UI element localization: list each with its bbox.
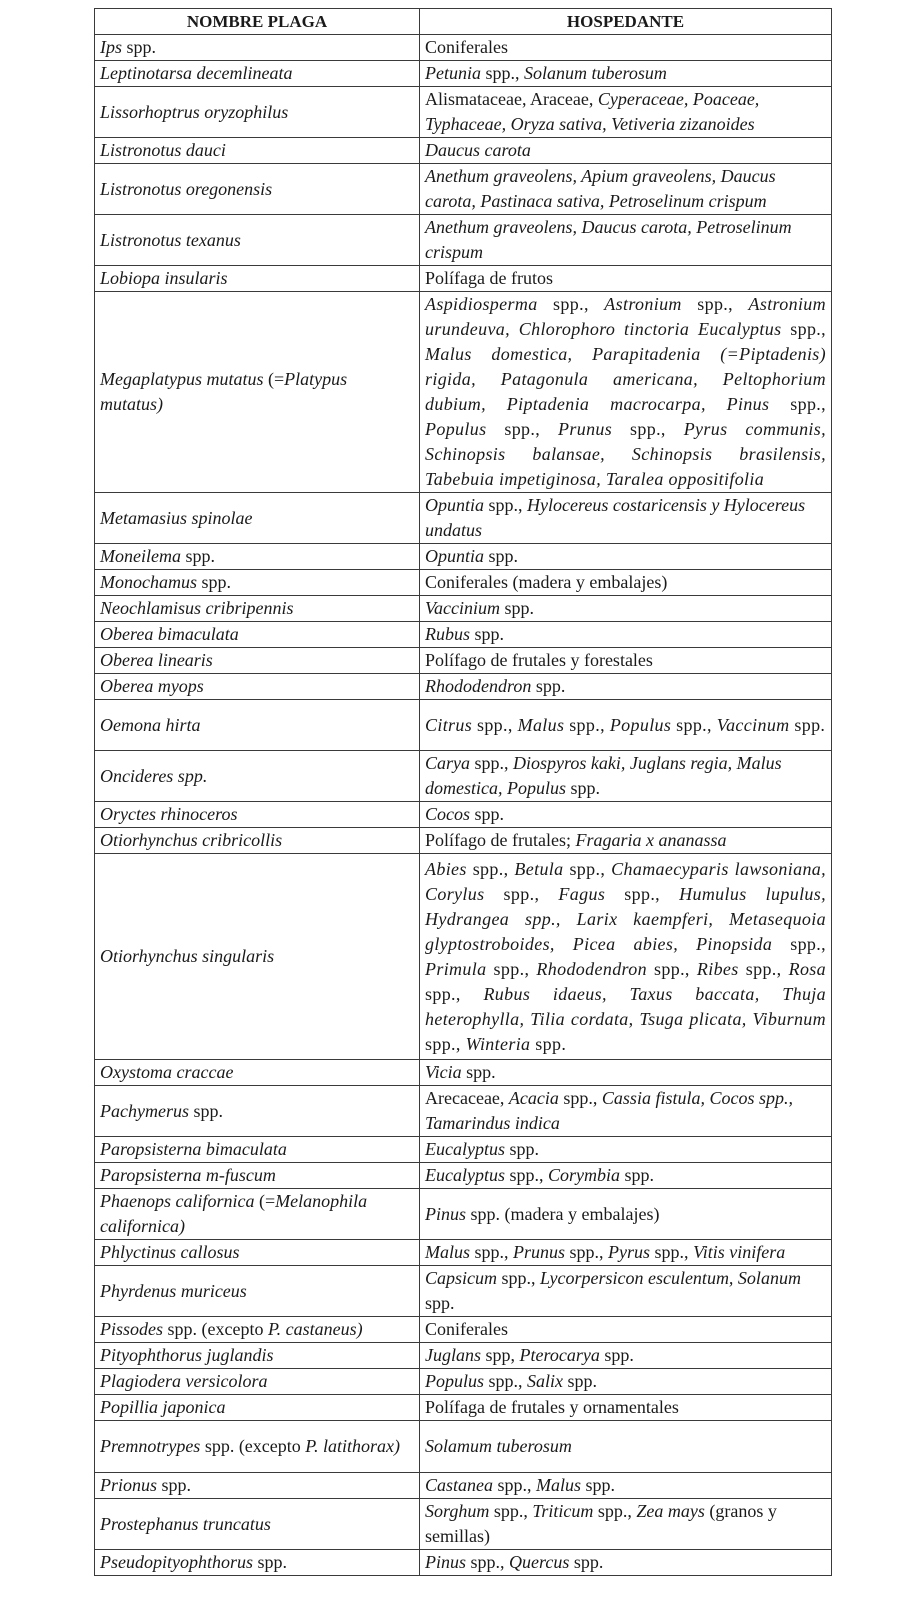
host-cell bbox=[420, 828, 832, 854]
text: Polífago de frutales; bbox=[425, 830, 576, 850]
italic-text: Leptinotarsa decemlineata bbox=[100, 63, 293, 83]
italic-text: Neochlamisus cribripennis bbox=[100, 598, 294, 618]
text: spp., bbox=[646, 958, 697, 979]
table-row bbox=[95, 751, 832, 802]
italic-text: Triticum bbox=[532, 1501, 594, 1521]
text: spp. bbox=[566, 778, 601, 798]
italic-text: Pissodes bbox=[100, 1319, 163, 1339]
text: spp. bbox=[157, 1475, 192, 1495]
text: spp. bbox=[530, 1033, 567, 1054]
italic-text: Malus bbox=[536, 1475, 582, 1495]
italic-text: Pyrus communis, Schinopsis balansae, Schinopsis brasilensis, Tabebuia impetiginosa, Taralea oppositifolia bbox=[425, 419, 826, 489]
italic-text: Oberea myops bbox=[100, 676, 204, 696]
italic-text: Populus bbox=[425, 419, 487, 439]
italic-text: Listronotus texanus bbox=[100, 229, 241, 250]
table-row bbox=[95, 87, 832, 138]
text: spp., bbox=[564, 714, 610, 735]
table-row bbox=[95, 596, 832, 622]
host-cell bbox=[420, 674, 832, 700]
text: spp., bbox=[425, 1033, 466, 1054]
text: spp., bbox=[605, 883, 680, 904]
italic-text: Rubus idaeus, Taxus baccata, Thuja heterophylla, Tilia cordata, Tsuga plicata, Viburnum bbox=[425, 983, 826, 1029]
text: Polífaga de frutales y ornamentales bbox=[425, 1397, 679, 1417]
host-cell bbox=[420, 1421, 832, 1473]
text: spp. bbox=[531, 676, 566, 696]
table-row bbox=[95, 61, 832, 87]
text: spp. bbox=[180, 546, 215, 566]
table-row bbox=[95, 1189, 832, 1240]
italic-text: Rosa bbox=[788, 958, 826, 979]
text: spp. bbox=[620, 1165, 655, 1185]
pest-name-cell bbox=[95, 266, 420, 292]
table-row bbox=[95, 1421, 832, 1473]
table-row bbox=[95, 674, 832, 700]
italic-text: P. castaneus) bbox=[267, 1319, 363, 1339]
pest-name-cell bbox=[95, 700, 420, 751]
text: spp. bbox=[563, 1371, 598, 1391]
table-row bbox=[95, 215, 832, 266]
italic-text: Pinus bbox=[425, 1552, 467, 1572]
italic-text: Ribes bbox=[696, 958, 739, 979]
text: spp. bbox=[425, 1293, 455, 1313]
host-cell bbox=[420, 1086, 832, 1137]
host-cell bbox=[420, 700, 832, 751]
table-row bbox=[95, 1240, 832, 1266]
table-row bbox=[95, 1473, 832, 1499]
italic-text: Paropsisterna m-fuscum bbox=[100, 1165, 276, 1185]
host-cell bbox=[420, 164, 832, 215]
italic-text: Oemona hirta bbox=[100, 714, 201, 735]
italic-text: Corymbia bbox=[548, 1165, 620, 1185]
italic-text: Malus bbox=[517, 714, 565, 735]
host-cell bbox=[420, 1499, 832, 1550]
italic-text: Pterocarya bbox=[519, 1345, 600, 1365]
text: spp., bbox=[489, 1501, 533, 1521]
pest-name-cell bbox=[95, 751, 420, 802]
text: spp., bbox=[671, 714, 717, 735]
italic-text: Melanophila californica) bbox=[100, 1191, 368, 1236]
host-cell bbox=[420, 570, 832, 596]
text: spp., bbox=[481, 63, 525, 83]
host-cell bbox=[420, 622, 832, 648]
italic-text: Salix bbox=[527, 1371, 564, 1391]
italic-text: Anethum graveolens, Daucus carota, Petroselinum crispum bbox=[425, 217, 792, 262]
italic-text: Fragaria x ananassa bbox=[575, 830, 727, 850]
text: spp., bbox=[425, 983, 484, 1004]
italic-text: Pityophthorus juglandis bbox=[100, 1345, 274, 1365]
table-row bbox=[95, 700, 832, 751]
italic-text: Megaplatypus mutatus bbox=[100, 369, 264, 389]
italic-text: Pseudopityophthorus bbox=[100, 1552, 253, 1572]
pest-name-cell bbox=[95, 215, 420, 266]
pest-name-cell bbox=[95, 1189, 420, 1240]
italic-text: Listronotus oregonensis bbox=[100, 178, 273, 199]
text: spp., bbox=[497, 1268, 541, 1288]
text: spp., bbox=[738, 958, 789, 979]
text: spp., bbox=[493, 1475, 537, 1495]
pest-name-cell bbox=[95, 292, 420, 493]
table-row bbox=[95, 1266, 832, 1317]
text: (= bbox=[254, 1191, 276, 1211]
text: spp. (madera y embalajes) bbox=[466, 1203, 660, 1224]
text: spp., bbox=[470, 753, 514, 773]
italic-text: Prunus bbox=[558, 419, 613, 439]
pest-name-cell bbox=[95, 61, 420, 87]
text: spp. bbox=[484, 546, 519, 566]
table-row bbox=[95, 1369, 832, 1395]
text: spp., bbox=[486, 958, 537, 979]
host-cell bbox=[420, 493, 832, 544]
italic-text: Astronium urundeuva, Chlorophoro tinctoria Eucalyptus bbox=[425, 294, 826, 339]
italic-text: Plagiodera versicolora bbox=[100, 1371, 268, 1391]
text: spp., bbox=[650, 1242, 694, 1262]
text: spp., bbox=[466, 1552, 510, 1572]
text: spp., bbox=[769, 394, 826, 414]
italic-text: Humulus lupulus, Hydrangea spp., Larix kaempferi, Metasequoia glyptostroboides, Picea abies, Pinopsida bbox=[425, 883, 826, 954]
italic-text: Petunia bbox=[425, 63, 481, 83]
table-row bbox=[95, 622, 832, 648]
pest-name-cell bbox=[95, 828, 420, 854]
host-cell bbox=[420, 802, 832, 828]
table-row bbox=[95, 1086, 832, 1137]
pest-name-cell bbox=[95, 648, 420, 674]
italic-text: Ips bbox=[100, 37, 122, 57]
pest-name-cell bbox=[95, 1395, 420, 1421]
pest-name-cell bbox=[95, 1473, 420, 1499]
text: spp., bbox=[681, 294, 749, 314]
pest-name-cell bbox=[95, 674, 420, 700]
italic-text: Anethum graveolens, Apium graveolens, Daucus carota, Pastinaca sativa, Petroselinum crispum bbox=[425, 166, 776, 211]
text: spp. bbox=[581, 1475, 616, 1495]
pest-host-table bbox=[94, 8, 832, 1576]
italic-text: Pyrus bbox=[608, 1242, 651, 1262]
text: spp., bbox=[470, 1242, 514, 1262]
italic-text: Lycorpersicon esculentum, Solanum bbox=[540, 1268, 801, 1288]
text: spp. bbox=[499, 598, 534, 618]
table-row bbox=[95, 1395, 832, 1421]
pest-name-cell bbox=[95, 164, 420, 215]
pest-name-cell bbox=[95, 1240, 420, 1266]
italic-text: Oncideres spp. bbox=[100, 765, 208, 786]
text: spp. bbox=[253, 1552, 288, 1572]
italic-text: Juglans bbox=[425, 1345, 481, 1365]
header-row bbox=[95, 9, 832, 35]
italic-text: Opuntia bbox=[425, 546, 485, 566]
host-cell bbox=[420, 1550, 832, 1576]
italic-text: Paropsisterna bimaculata bbox=[100, 1139, 287, 1159]
table-row bbox=[95, 1163, 832, 1189]
italic-text: Malus domestica, Parapitadenia (=Piptadenis) rigida, Patagonula americana, Peltophorium dubium, Piptadenia macrocarpa, Pinus bbox=[425, 344, 826, 414]
text: spp., bbox=[781, 319, 826, 339]
table-row bbox=[95, 854, 832, 1060]
host-cell bbox=[420, 854, 832, 1060]
host-cell bbox=[420, 35, 832, 61]
host-cell bbox=[420, 1240, 832, 1266]
text: spp., bbox=[565, 1242, 609, 1262]
italic-text: Chamaecyparis lawsoniana, Corylus bbox=[425, 858, 826, 904]
italic-text: Populus bbox=[609, 714, 672, 735]
italic-text: Acacia bbox=[508, 1088, 559, 1108]
pest-name-cell bbox=[95, 570, 420, 596]
italic-text: Vaccinium bbox=[425, 598, 500, 618]
table-row bbox=[95, 802, 832, 828]
text: spp. (excepto bbox=[163, 1319, 268, 1339]
italic-text: Moneilema bbox=[100, 546, 181, 566]
italic-text: Cocos bbox=[425, 804, 470, 824]
host-cell bbox=[420, 1369, 832, 1395]
text: spp. bbox=[599, 1345, 634, 1365]
italic-text: Vaccinum bbox=[716, 714, 790, 735]
text: (granos y semillas) bbox=[425, 1501, 777, 1546]
text: spp., bbox=[563, 858, 612, 879]
table-body bbox=[95, 35, 832, 1576]
italic-text: Vitis vinifera bbox=[693, 1242, 786, 1262]
pest-name-cell bbox=[95, 1421, 420, 1473]
text: spp. bbox=[504, 1139, 539, 1159]
italic-text: Prostephanus truncatus bbox=[100, 1513, 271, 1534]
host-cell bbox=[420, 1060, 832, 1086]
host-cell bbox=[420, 1395, 832, 1421]
text: spp., bbox=[486, 419, 559, 439]
italic-text: Carya bbox=[425, 753, 470, 773]
pest-name-cell bbox=[95, 1137, 420, 1163]
host-cell bbox=[420, 292, 832, 493]
pest-name-cell bbox=[95, 1369, 420, 1395]
pest-name-cell bbox=[95, 1266, 420, 1317]
italic-text: Betula bbox=[514, 858, 564, 879]
table-row bbox=[95, 828, 832, 854]
italic-text: Eucalyptus bbox=[425, 1165, 505, 1185]
pest-name-cell bbox=[95, 622, 420, 648]
italic-text: Metamasius spinolae bbox=[100, 507, 253, 528]
italic-text: Lissorhoptrus oryzophilus bbox=[100, 101, 289, 122]
host-cell bbox=[420, 1317, 832, 1343]
italic-text: Prionus bbox=[100, 1475, 158, 1495]
italic-text: Monochamus bbox=[100, 572, 197, 592]
pest-name-cell bbox=[95, 138, 420, 164]
italic-text: Pinus bbox=[425, 1203, 467, 1224]
italic-text: Zea mays bbox=[636, 1501, 705, 1521]
host-cell bbox=[420, 1473, 832, 1499]
host-cell bbox=[420, 596, 832, 622]
italic-text: Opuntia bbox=[425, 495, 485, 515]
italic-text: Eucalyptus bbox=[425, 1139, 505, 1159]
text: spp., bbox=[612, 419, 684, 439]
pest-name-cell bbox=[95, 1499, 420, 1550]
italic-text: Aspidiosperma bbox=[425, 294, 538, 314]
pest-name-cell bbox=[95, 35, 420, 61]
pest-name-cell bbox=[95, 544, 420, 570]
pest-name-cell bbox=[95, 1317, 420, 1343]
table-row bbox=[95, 1060, 832, 1086]
pest-name-cell bbox=[95, 1086, 420, 1137]
table-row bbox=[95, 1343, 832, 1369]
host-cell bbox=[420, 215, 832, 266]
text: Coniferales bbox=[425, 1319, 508, 1339]
text: spp. bbox=[188, 1100, 223, 1121]
italic-text: Vicia bbox=[425, 1062, 462, 1082]
italic-text: Daucus carota bbox=[425, 140, 531, 160]
text: spp. bbox=[122, 37, 157, 57]
table-row bbox=[95, 570, 832, 596]
text: spp. bbox=[461, 1062, 496, 1082]
text: spp., bbox=[466, 858, 515, 879]
italic-text: Winteria bbox=[465, 1033, 531, 1054]
italic-text: Abies bbox=[425, 858, 467, 879]
italic-text: Popillia japonica bbox=[100, 1397, 226, 1417]
italic-text: Phyrdenus muriceus bbox=[100, 1280, 247, 1301]
italic-text: Astronium bbox=[604, 294, 682, 314]
text: spp., bbox=[537, 294, 605, 314]
table-row bbox=[95, 544, 832, 570]
pest-name-cell bbox=[95, 854, 420, 1060]
italic-text: Citrus bbox=[425, 714, 473, 735]
italic-text: Castanea bbox=[425, 1475, 494, 1495]
text: spp. bbox=[470, 804, 505, 824]
table-row bbox=[95, 164, 832, 215]
text: spp., bbox=[484, 1371, 528, 1391]
text: (= bbox=[263, 369, 285, 389]
table-row bbox=[95, 1317, 832, 1343]
text: spp., bbox=[484, 883, 559, 904]
italic-text: Platypus mutatus) bbox=[100, 369, 348, 414]
table-row bbox=[95, 266, 832, 292]
italic-text: Listronotus dauci bbox=[100, 140, 226, 160]
text: Polífago de frutales y forestales bbox=[425, 650, 653, 670]
text: Coniferales (madera y embalajes) bbox=[425, 572, 668, 592]
host-cell bbox=[420, 1343, 832, 1369]
pest-name-cell bbox=[95, 493, 420, 544]
italic-text: Lobiopa insularis bbox=[100, 268, 228, 288]
italic-text: Otiorhynchus cribricollis bbox=[100, 830, 283, 850]
pest-name-cell bbox=[95, 596, 420, 622]
italic-text: Malus bbox=[425, 1242, 470, 1262]
italic-text: Rhododendron bbox=[425, 676, 532, 696]
italic-text: Quercus bbox=[509, 1552, 570, 1572]
text: spp. bbox=[569, 1552, 604, 1572]
italic-text: Sorghum bbox=[425, 1501, 490, 1521]
text: spp., bbox=[772, 933, 826, 954]
italic-text: Otiorhynchus singularis bbox=[100, 946, 275, 966]
italic-text: Prunus bbox=[513, 1242, 566, 1262]
text: spp. bbox=[197, 572, 232, 592]
text: spp., bbox=[472, 714, 518, 735]
italic-text: Hylocereus costaricensis y Hylocereus undatus bbox=[425, 495, 806, 540]
host-cell bbox=[420, 1189, 832, 1240]
text: spp. (excepto bbox=[200, 1436, 306, 1456]
text: Alismataceae, Araceae, bbox=[425, 89, 598, 109]
italic-text: Solamum tuberosum bbox=[425, 1436, 572, 1456]
text: spp, bbox=[481, 1345, 520, 1365]
italic-text: P. latithorax) bbox=[305, 1436, 400, 1456]
italic-text: Phaenops californica bbox=[100, 1191, 255, 1211]
host-cell bbox=[420, 266, 832, 292]
italic-text: Fagus bbox=[558, 883, 606, 904]
host-cell bbox=[420, 544, 832, 570]
host-cell bbox=[420, 138, 832, 164]
italic-text: Rubus bbox=[425, 624, 470, 644]
host-cell bbox=[420, 1266, 832, 1317]
text: spp., bbox=[558, 1088, 602, 1108]
italic-text: Phlyctinus callosus bbox=[100, 1242, 240, 1262]
table-row bbox=[95, 1137, 832, 1163]
text: spp. bbox=[470, 624, 505, 644]
italic-text: Oberea linearis bbox=[100, 650, 213, 670]
italic-text: Oryctes rhinoceros bbox=[100, 804, 238, 824]
column-header-host: HOSPEDANTE bbox=[420, 9, 832, 35]
table-row bbox=[95, 1499, 832, 1550]
table-row bbox=[95, 138, 832, 164]
pest-name-cell bbox=[95, 802, 420, 828]
table-row bbox=[95, 493, 832, 544]
pest-name-cell bbox=[95, 87, 420, 138]
text: spp., bbox=[484, 495, 528, 515]
italic-text: Pachymerus bbox=[100, 1100, 189, 1121]
pest-name-cell bbox=[95, 1550, 420, 1576]
italic-text: Diospyros kaki, Juglans regia, Malus domestica, Populus bbox=[425, 753, 782, 798]
italic-text: Rhododendron bbox=[536, 958, 647, 979]
text: Polífaga de frutos bbox=[425, 268, 553, 288]
host-cell bbox=[420, 87, 832, 138]
italic-text: Primula bbox=[425, 958, 487, 979]
column-header-pest-name: NOMBRE PLAGA bbox=[95, 9, 420, 35]
italic-text: Oxystoma craccae bbox=[100, 1062, 234, 1082]
text: spp., bbox=[504, 1165, 548, 1185]
pest-name-cell bbox=[95, 1163, 420, 1189]
pest-name-cell bbox=[95, 1060, 420, 1086]
table-row bbox=[95, 648, 832, 674]
pest-name-cell bbox=[95, 1343, 420, 1369]
text: Arecaceae, bbox=[425, 1088, 509, 1108]
italic-text: Populus bbox=[425, 1371, 485, 1391]
host-cell bbox=[420, 648, 832, 674]
text: spp. bbox=[789, 714, 826, 735]
text: spp., bbox=[593, 1501, 637, 1521]
italic-text: Capsicum bbox=[425, 1268, 497, 1288]
italic-text: Cyperaceae, Poaceae, Typhaceae, Oryza sativa, Vetiveria zizanoides bbox=[425, 89, 760, 134]
italic-text: Solanum tuberosum bbox=[524, 63, 667, 83]
italic-text: Oberea bimaculata bbox=[100, 624, 239, 644]
table-row bbox=[95, 35, 832, 61]
table-row bbox=[95, 292, 832, 493]
host-cell bbox=[420, 1163, 832, 1189]
italic-text: Premnotrypes bbox=[100, 1436, 201, 1456]
italic-text: Cassia fistula, Cocos spp., Tamarindus indica bbox=[425, 1088, 793, 1133]
host-cell bbox=[420, 61, 832, 87]
host-cell bbox=[420, 1137, 832, 1163]
text: Coniferales bbox=[425, 37, 508, 57]
host-cell bbox=[420, 751, 832, 802]
table-row bbox=[95, 1550, 832, 1576]
